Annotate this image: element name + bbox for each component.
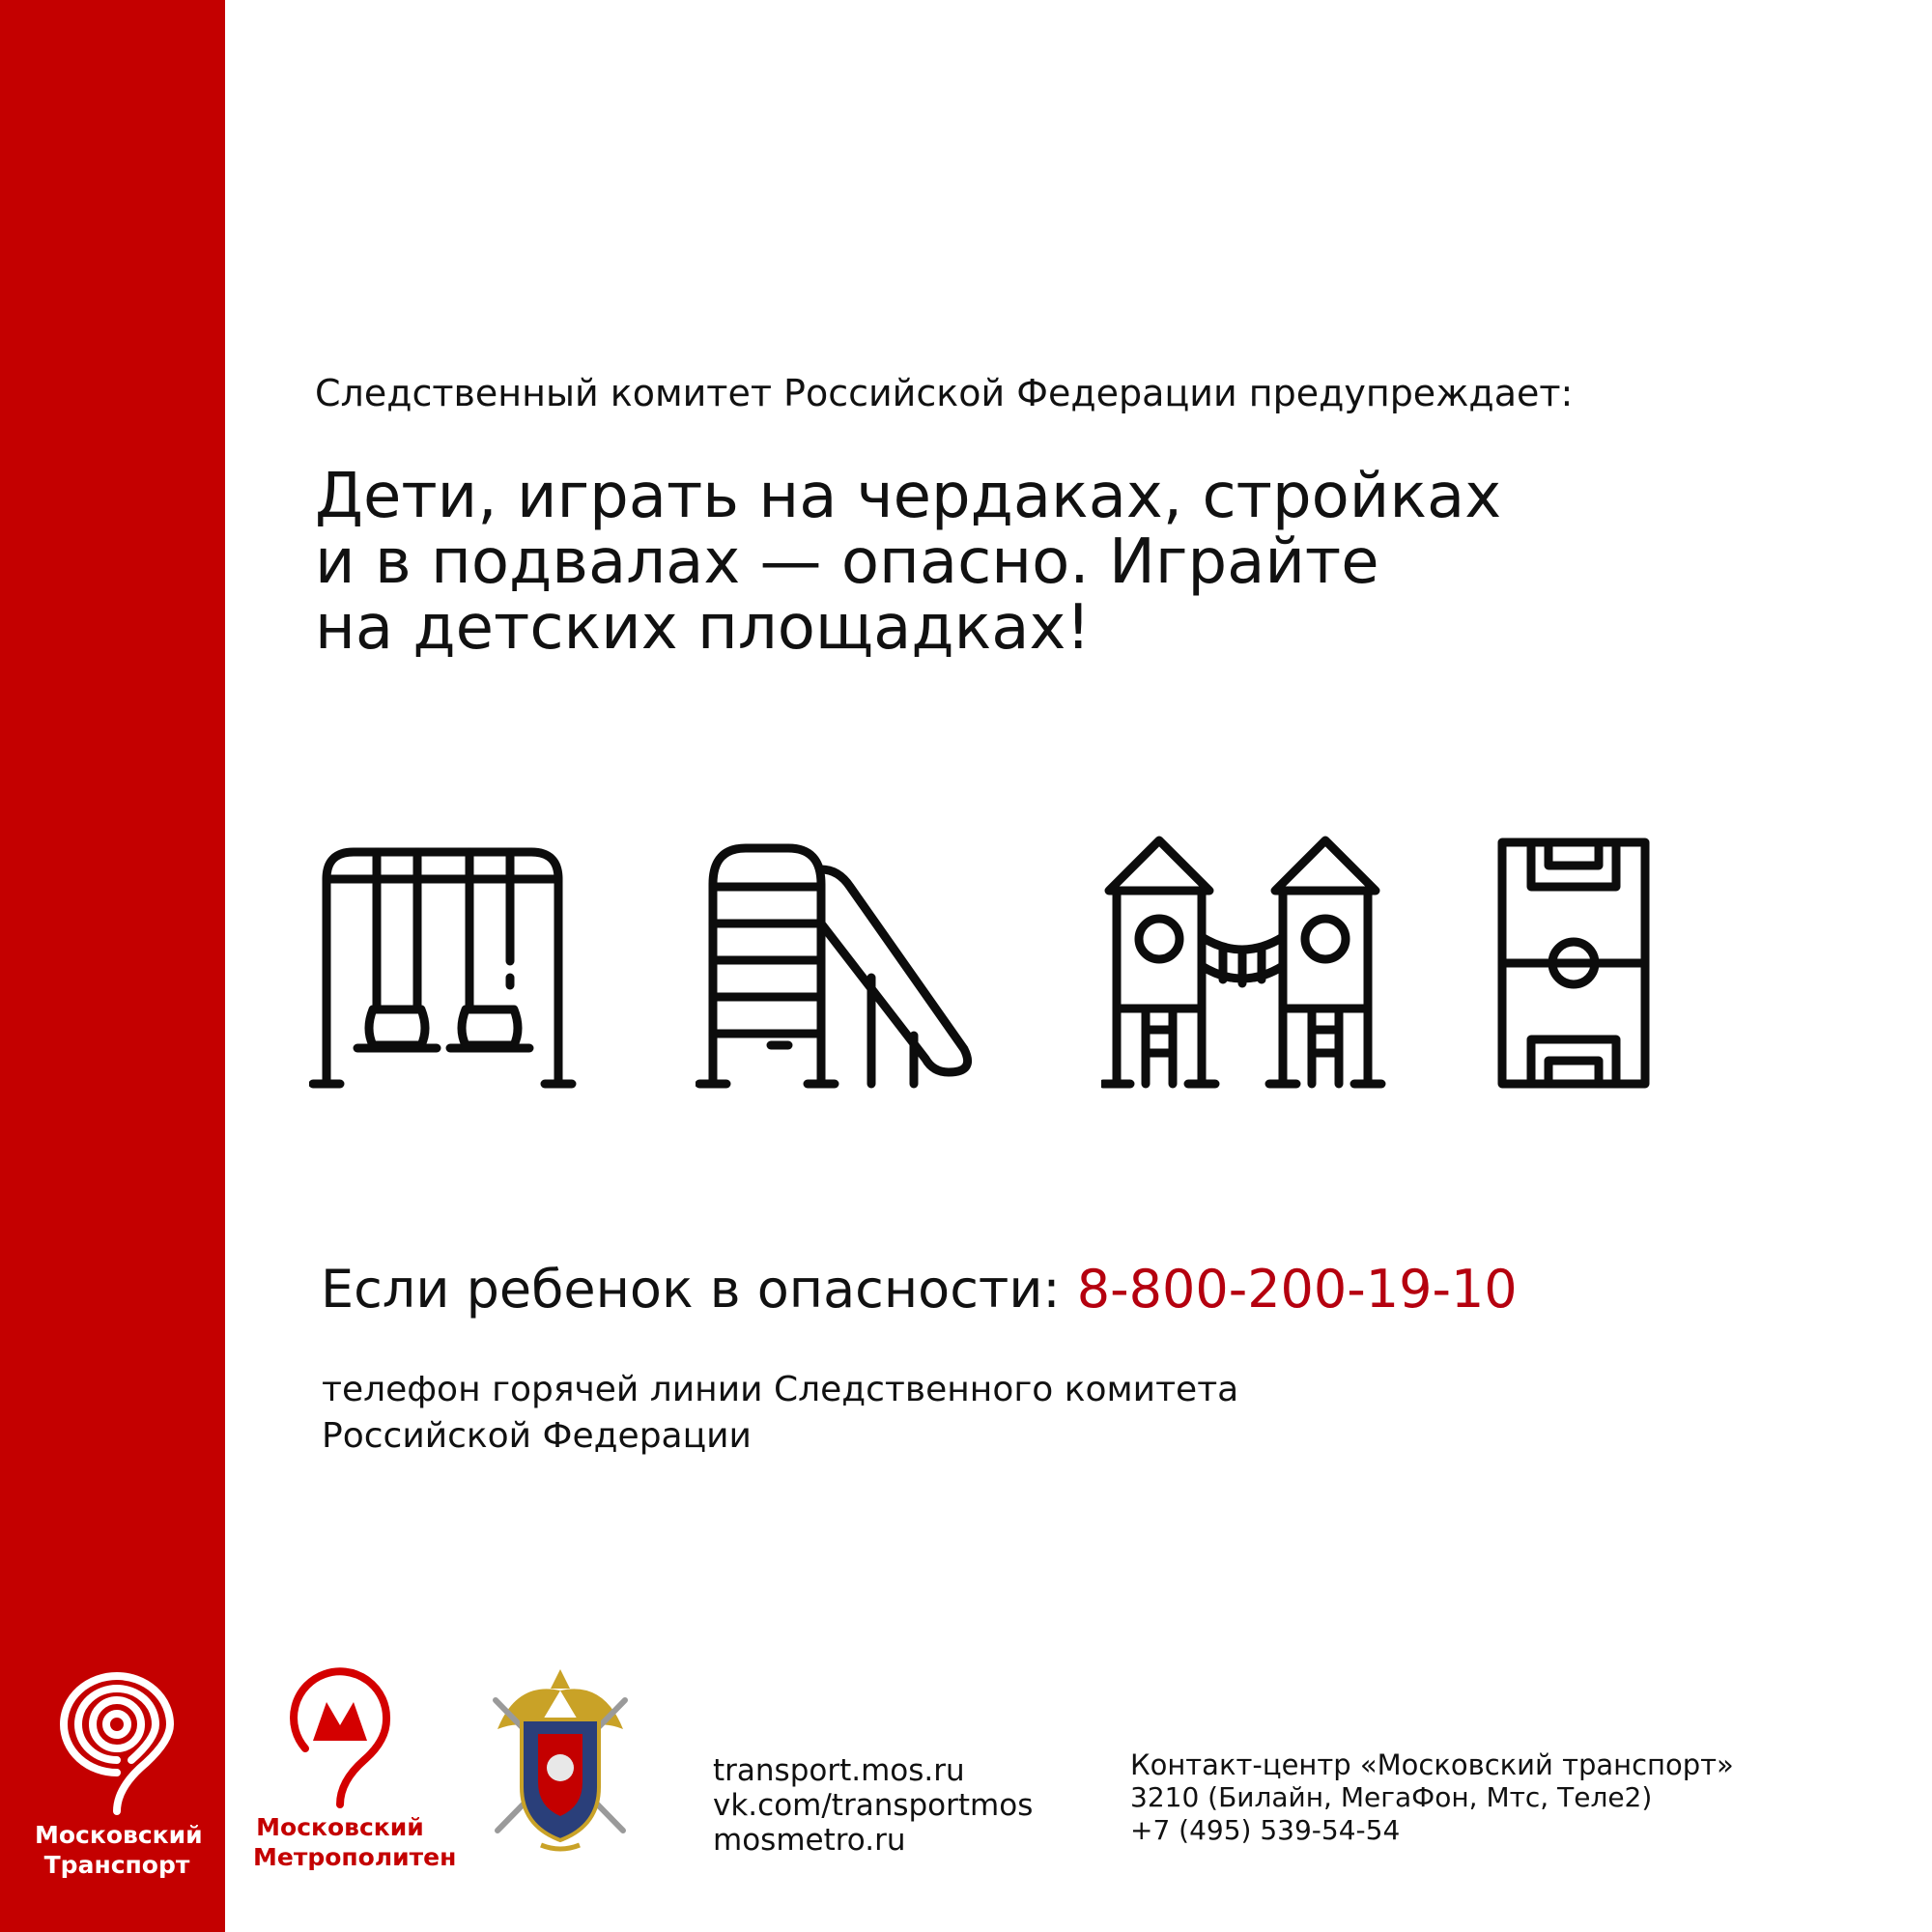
danger-label: Если ребенок в опасности: [321,1259,1061,1320]
contact-center-phone[interactable]: +7 (495) 539-54-54 [1130,1814,1401,1846]
hotline-note [322,1367,1238,1460]
link-metro-site[interactable]: mosmetro.ru [713,1823,906,1858]
headline-line-1: Дети, играть на чердаках, стройках [315,461,1502,532]
contact-center-short-number: 3210 (Билайн, МегаФон, Мтс, Теле2) [1130,1781,1653,1813]
metro-logo-line-2: Метрополитен [253,1843,457,1871]
playground-towers-icon [1101,831,1391,1101]
playground-icons-row [309,831,1662,1101]
preface-text: Следственный комитет Российской Федерации предупреждает: [315,372,1574,414]
metro-logo-icon [253,1663,427,1808]
hotline-phone[interactable]: 8-800-200-19-10 [1076,1259,1518,1320]
hotline-note-line-1: телефон горячей линии Следственного комитета [322,1370,1239,1409]
headline-line-3: на детских площадках! [315,592,1092,664]
link-transport-site[interactable]: transport.mos.ru [713,1753,965,1788]
contact-center-title: Контакт-центр «Московский транспорт» [1130,1748,1734,1781]
football-field-icon [1492,831,1657,1101]
swing-icon [309,831,589,1092]
links-block [713,1753,1033,1858]
red-side-bar [0,0,225,1932]
transport-logo-icon [35,1671,199,1816]
investigative-committee-emblem-icon [478,1662,642,1855]
link-vk-page[interactable]: vk.com/transportmos [713,1788,1034,1823]
hotline-note-line-2: Российской Федерации [322,1416,752,1456]
moscow-transport-logo [35,1671,203,1880]
transport-logo-line-1: Московский [35,1821,203,1849]
danger-line [321,1259,1518,1320]
headline [315,461,1502,664]
contact-center-block [1130,1748,1734,1847]
metro-logo-line-1: Московский [256,1813,424,1841]
transport-logo-line-2: Транспорт [43,1851,190,1879]
moscow-metro-logo [253,1663,457,1872]
slide-icon [696,831,985,1092]
headline-line-2: и в подвалах — опасно. Играйте [315,526,1379,598]
